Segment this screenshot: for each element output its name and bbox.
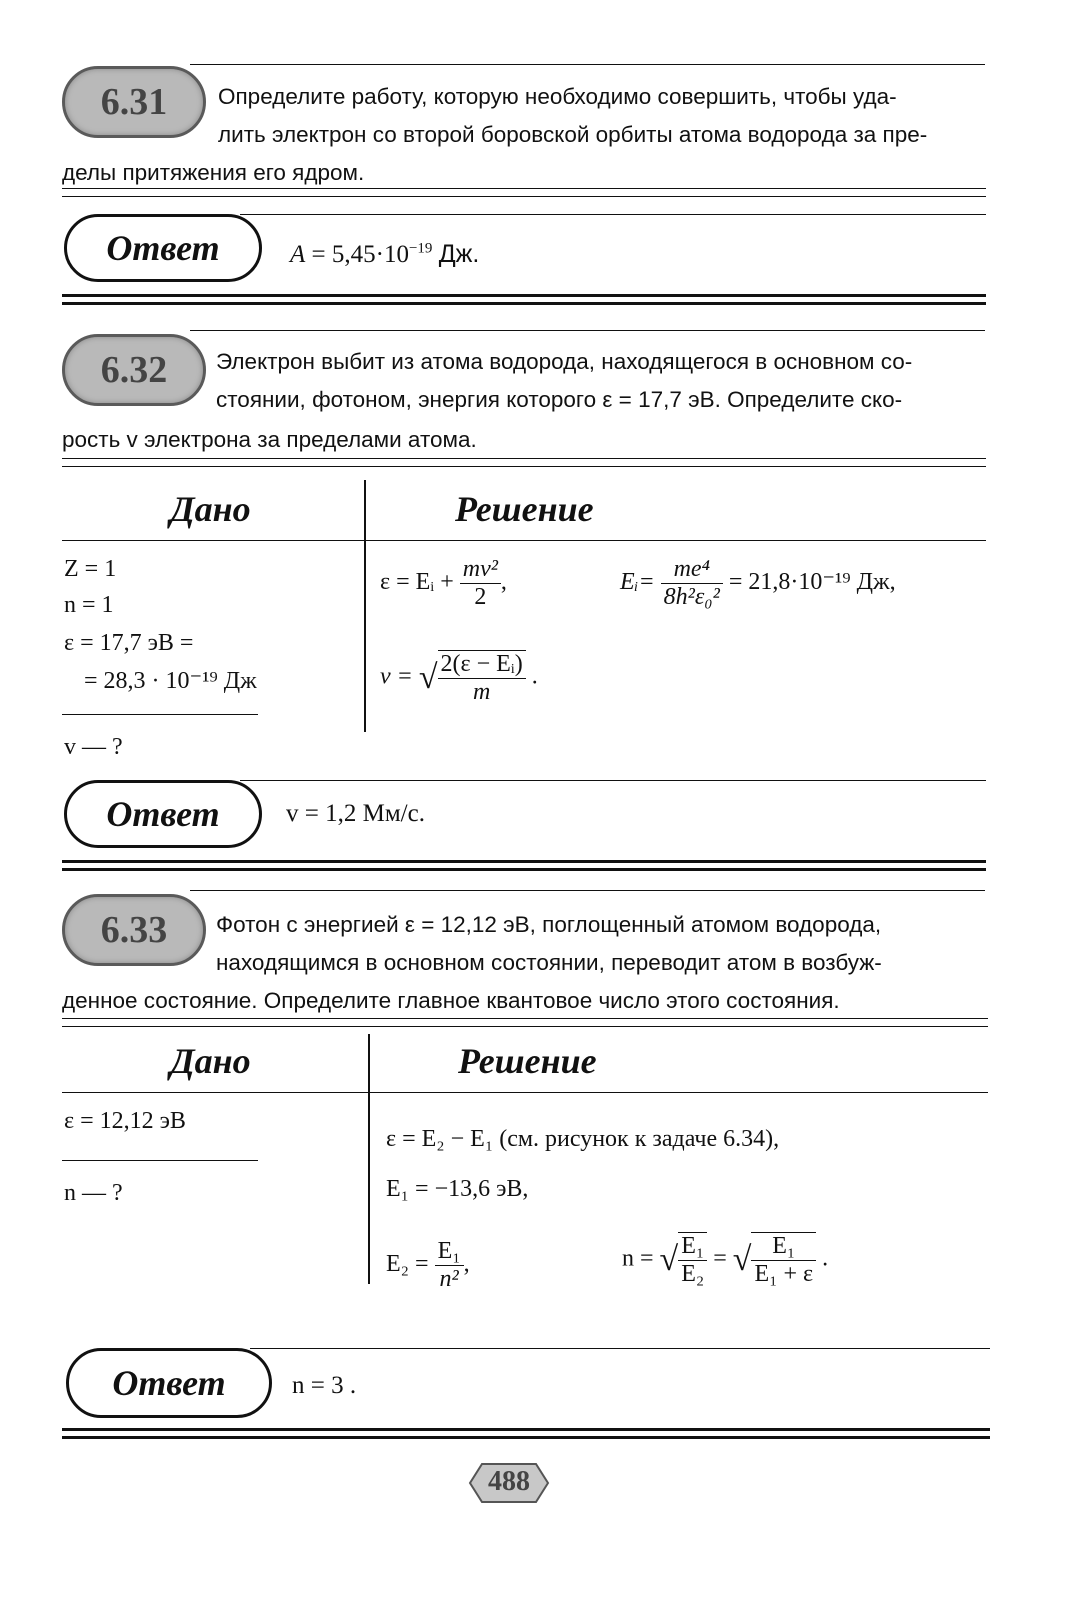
given-item: ε = 17,7 эВ = [64,630,194,656]
answer-label: Ответ [112,1363,226,1403]
page-number: 488 [488,1466,530,1497]
solution-eq3: v = √ $\frac{\text{2(ε − Eᵢ)}}{m}$ . [380,651,538,705]
page-number-badge [468,1462,550,1504]
answer-label: Ответ [106,794,220,834]
problem-number-badge [62,894,206,966]
problem-text: Определите работу, которую необходимо совершить, чтобы уда- лить электрон со второй боровской орбиты атома водорода за пре- [218,84,928,147]
solution-line1: ε = E₂ − E₁ (см. рисунок к задаче 6.34), [386,1126,780,1152]
given-item: n = 1 [64,592,114,618]
answer-label-box [66,1348,272,1418]
find-item: v — ? [64,734,123,760]
solution-eq1: ε = Eᵢ + $\frac{\text{mv²}}{2}$ , [380,556,507,610]
problem-text-cont: рость v электрона за пределами атома. [62,427,477,452]
problem-number-badge [62,66,206,138]
answer-label: Ответ [106,228,220,268]
solution-header: Решение [455,489,594,529]
problem-number: 6.33 [100,909,168,951]
given-header: Дано [170,489,251,529]
answer-value: v = 1,2 Мм/с. [286,800,425,827]
solution-line2: E₁ = −13,6 эВ, [386,1176,529,1202]
solution-header: Решение [458,1041,597,1081]
solution-e2: E₂ = $\frac{\text{E₁}}{\text{n²}}$ , [386,1238,470,1292]
problem-text-cont: денное состояние. Определите главное квантовое число этого состояния. [62,988,840,1013]
problem-text: Фотон с энергией ε = 12,12 эВ, поглощенный атомом водорода, находящимся в основном состоянии, переводит атом в возбуж- [216,912,882,975]
given-item: = 28,3 · 10⁻¹⁹ Дж [84,668,257,694]
problem-text-cont: делы притяжения его ядром. [62,160,365,185]
solution-eq2: Eᵢ= $\frac{\text{me⁴}}{\text{8h²ε₀²}}$ = 21,8·10⁻¹⁹ Дж, [620,556,896,610]
problem-number: 6.32 [100,349,168,391]
problem-number: 6.31 [100,81,168,123]
given-item: ε = 12,12 эВ [64,1108,186,1134]
answer-label-box [64,214,262,282]
answer-value: n = 3 . [292,1372,357,1399]
given-item: Z = 1 [64,556,117,582]
answer-label-box [64,780,262,848]
find-item: n — ? [64,1180,123,1206]
problem-text: Электрон выбит из атома водорода, находящегося в основном со- стоянии, фотоном, энергия которого ε = 17,7 эВ. Определите ско- [216,349,913,412]
solution-n: n = √ $\frac{\text{E₁}}{\text{E₂}}$ = √ $\frac{\text{E₁}}{\text{E₁ + ε}}$ . [622,1233,829,1287]
given-header: Дано [170,1041,251,1081]
problem-number-badge [62,334,206,406]
answer-value: $A = 5,45\cdot 10^{-19}$ Дж. [290,240,480,268]
